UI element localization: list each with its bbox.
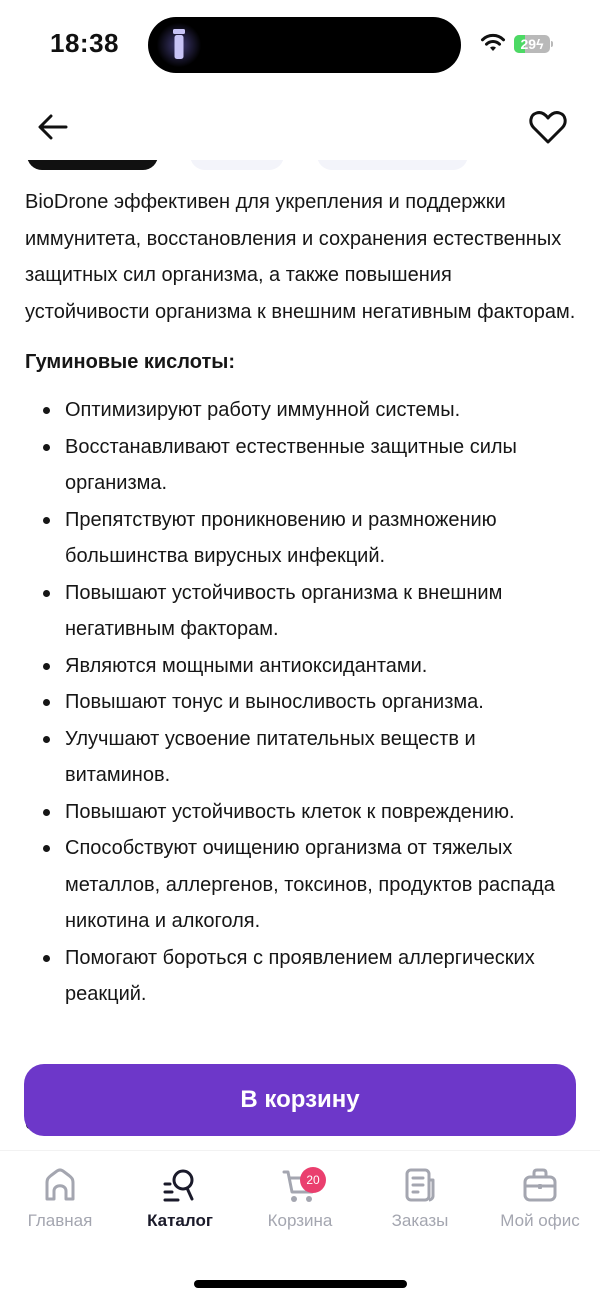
- battery-indicator: [514, 35, 550, 53]
- tab-label: Мой офис: [500, 1211, 580, 1230]
- dynamic-island: [148, 17, 461, 73]
- list-item: Способствуют очищению организма от тяжелых металлов, аллергенов, токсинов, продуктов распада никотина и алкоголя.: [25, 830, 580, 940]
- bottom-tab-bar: [0, 1150, 600, 1301]
- list-item: Оптимизируют работу иммунной системы.: [25, 392, 580, 429]
- list-item: Препятствуют проникновению и размножению большинства вирусных инфекций.: [25, 502, 580, 575]
- add-to-cart-button[interactable]: В корзину: [24, 1064, 576, 1136]
- briefcase-icon: [521, 1166, 559, 1204]
- list-item: Восстанавливают естественные защитные силы организма.: [25, 429, 580, 502]
- tabbar-item-office[interactable]: [480, 1151, 600, 1236]
- cart-badge: 20: [300, 1167, 326, 1193]
- tabbar-item-cart[interactable]: [240, 1151, 360, 1236]
- catalog-search-icon: [161, 1166, 199, 1204]
- section-title: Гуминовые кислоты:: [25, 351, 235, 373]
- list-item: Повышают устойчивость клеток к повреждению.: [25, 794, 580, 831]
- list-item: Улучшают усвоение питательных веществ и витаминов.: [25, 721, 580, 794]
- tab-3[interactable]: [317, 160, 468, 170]
- back-arrow-icon[interactable]: [34, 108, 72, 146]
- tab-2[interactable]: [190, 160, 284, 170]
- battery-nub: [551, 41, 553, 47]
- tabbar-item-home[interactable]: [0, 1151, 120, 1236]
- product-header: [0, 100, 600, 155]
- tab-description[interactable]: [27, 160, 158, 170]
- home-indicator[interactable]: [194, 1280, 407, 1288]
- status-time: 18:38: [50, 28, 119, 58]
- tab-label: Главная: [27, 1211, 93, 1230]
- battery-level: 29: [520, 36, 537, 52]
- product-tabs: [0, 160, 600, 172]
- heart-favorite-icon[interactable]: [528, 108, 568, 146]
- charging-bolt-icon: ϟ: [536, 36, 544, 52]
- tabbar-item-catalog[interactable]: [120, 1151, 240, 1236]
- description-intro: BioDrone эффективен для укрепления и поддержки иммунитета, восстановления и сохранения естественных защитных сил организма, а также повышения устойчивости организма к внешним негативным факторам.: [25, 191, 576, 323]
- status-bar: [0, 0, 600, 90]
- wifi-icon: [480, 33, 506, 53]
- flashlight-icon: [172, 28, 186, 60]
- list-item: Повышают устойчивость организма к внешним негативным факторам.: [25, 575, 580, 648]
- tab-label: Каталог: [147, 1211, 213, 1230]
- product-description: [25, 184, 580, 1013]
- list-item: Являются мощными антиоксидантами.: [25, 648, 580, 685]
- benefits-list: [25, 392, 580, 1013]
- list-item: Повышают тонус и выносливость организма.: [25, 684, 580, 721]
- tab-label: Заказы: [391, 1211, 449, 1230]
- orders-icon: [401, 1166, 439, 1204]
- tab-label: Корзина: [267, 1211, 333, 1230]
- home-icon: [41, 1166, 79, 1204]
- list-item: Помогают бороться с проявлением аллергических реакций.: [25, 940, 580, 1013]
- tabbar-item-orders[interactable]: [360, 1151, 480, 1236]
